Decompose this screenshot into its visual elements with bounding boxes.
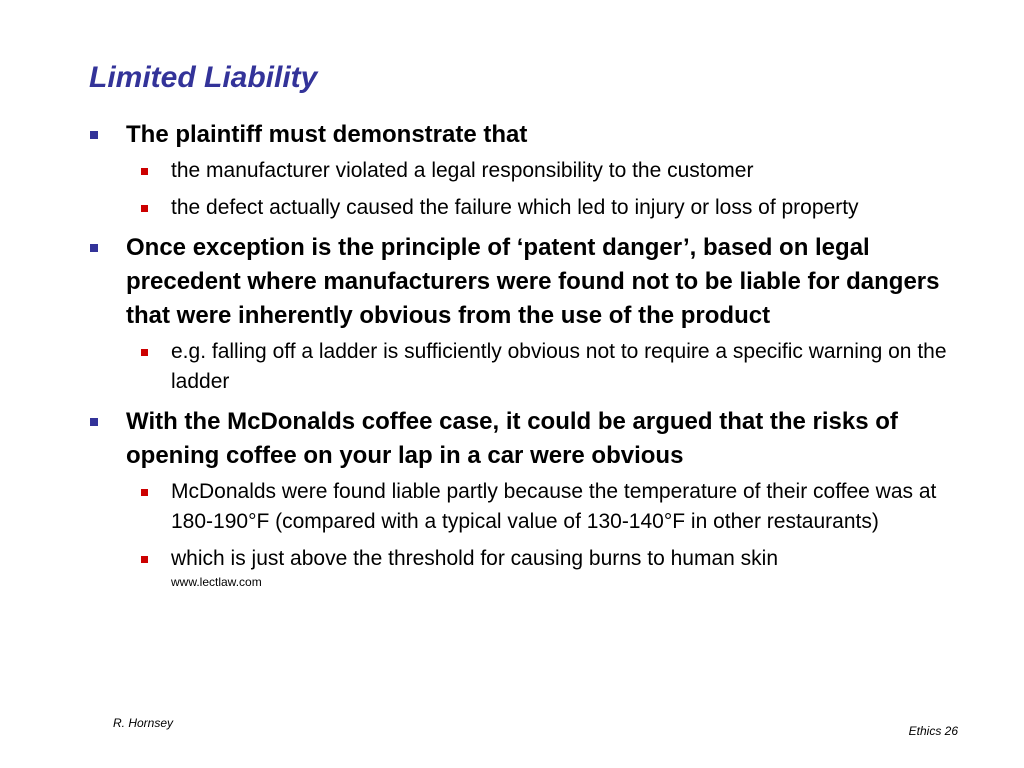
slide-title: Limited Liability xyxy=(89,61,318,94)
bullet-item xyxy=(0,118,976,152)
sub-bullet-text: McDonalds were found liable partly because the temperature of their coffee was at 180-190°F (compared with a typical value of 130-140°F in other restaurants) xyxy=(171,480,937,533)
square-bullet-icon xyxy=(90,131,98,139)
sub-bullet-item xyxy=(0,156,961,186)
square-bullet-icon xyxy=(90,418,98,426)
square-bullet-icon xyxy=(141,556,148,563)
bullet-item xyxy=(0,405,976,473)
sub-bullet-item xyxy=(0,337,961,397)
bullet-text: The plaintiff must demonstrate that xyxy=(126,121,528,148)
bullet-item xyxy=(0,231,976,333)
square-bullet-icon xyxy=(141,489,148,496)
footer-page-label: Ethics 26 xyxy=(908,724,958,738)
bullet-text: Once exception is the principle of ‘patent danger’, based on legal precedent where manufacturers were found not to be liable for dangers that were inherently obvious from the use of the product xyxy=(126,234,940,329)
footer-author: R. Hornsey xyxy=(113,716,174,730)
bullet-list xyxy=(0,118,1024,589)
square-bullet-icon xyxy=(141,349,148,356)
sub-bullet-item xyxy=(0,544,961,574)
bullet-text: With the McDonalds coffee case, it could be argued that the risks of opening coffee on your lap in a car were obvious xyxy=(126,408,898,469)
square-bullet-icon xyxy=(141,168,148,175)
sub-bullet-item xyxy=(0,477,961,537)
sub-bullet-text: which is just above the threshold for causing burns to human skin xyxy=(171,547,779,570)
sub-bullet-item xyxy=(0,193,961,223)
sub-bullet-text: the defect actually caused the failure which led to injury or loss of property xyxy=(171,196,859,219)
square-bullet-icon xyxy=(90,244,98,252)
sub-bullet-text: the manufacturer violated a legal responsibility to the customer xyxy=(171,159,754,182)
reference-source: www.lectlaw.com xyxy=(171,575,262,589)
square-bullet-icon xyxy=(141,205,148,212)
sub-bullet-text: e.g. falling off a ladder is sufficiently obvious not to require a specific warning on the ladder xyxy=(171,340,947,393)
